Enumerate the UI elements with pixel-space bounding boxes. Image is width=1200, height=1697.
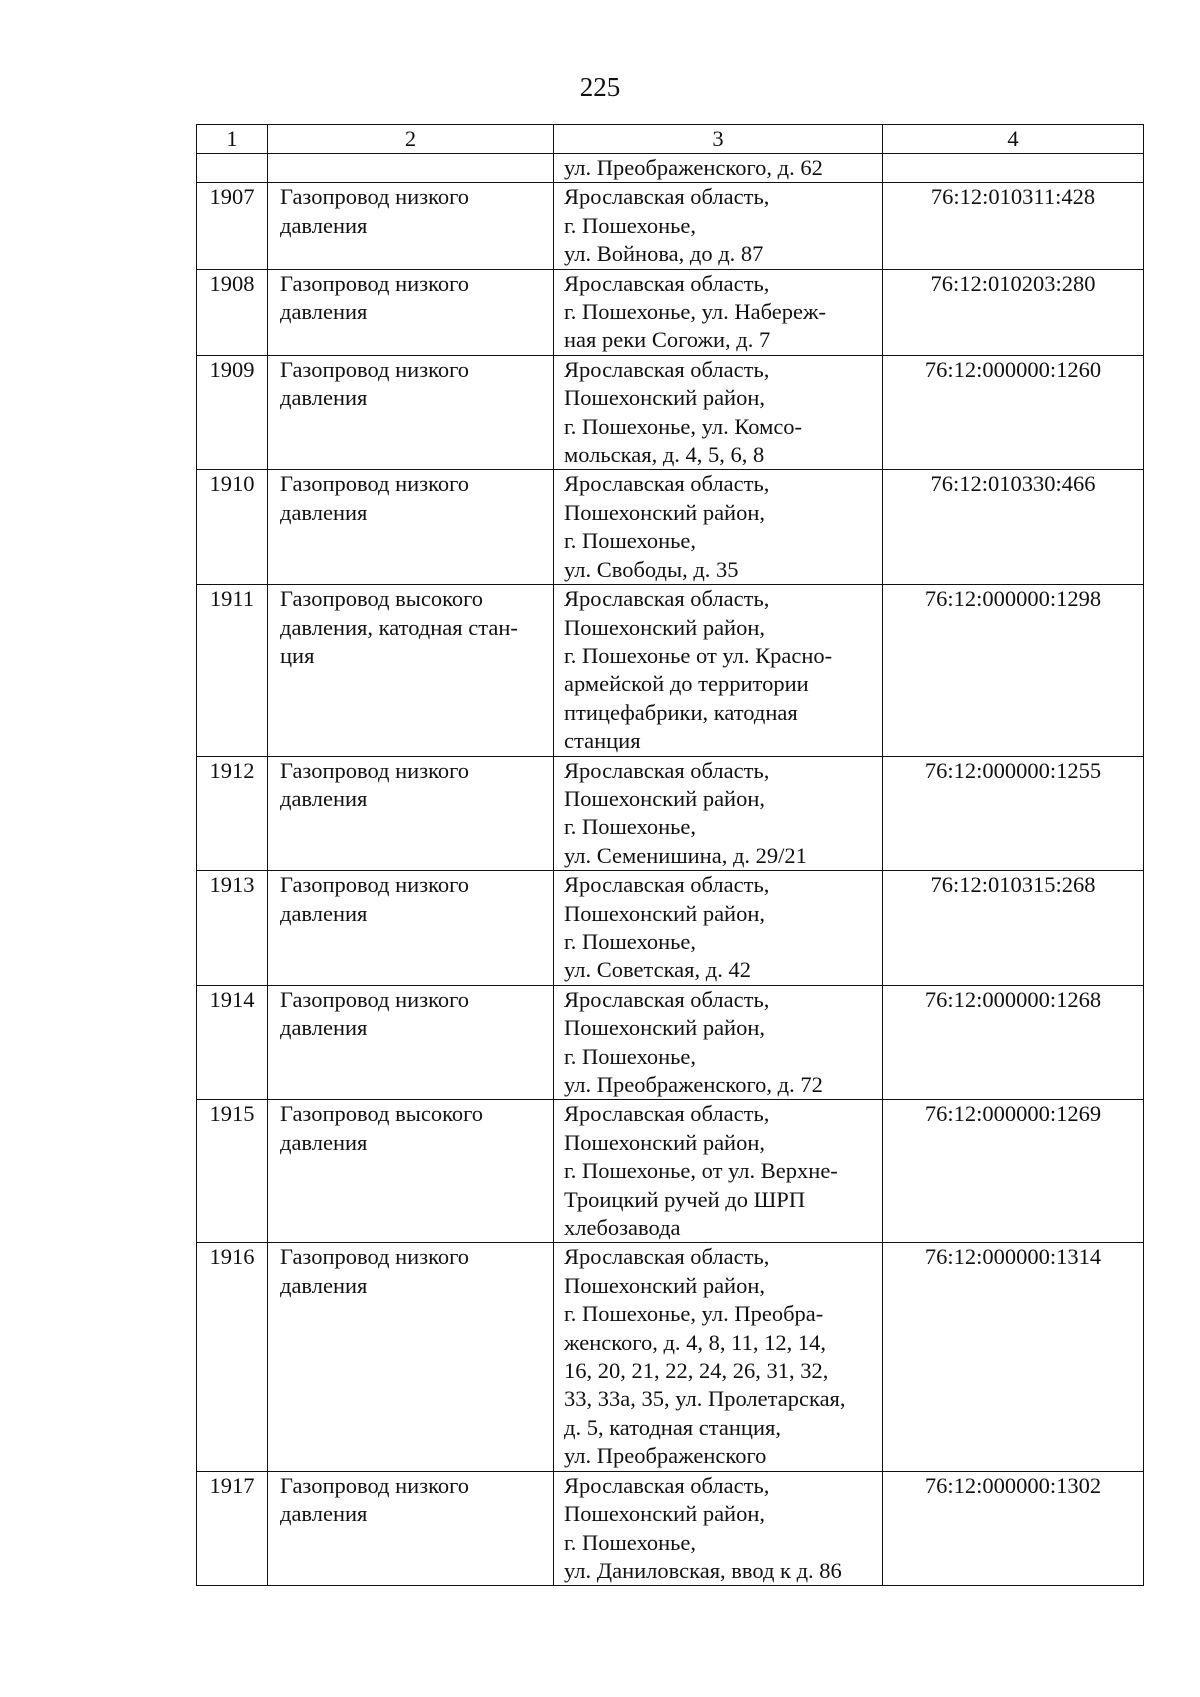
object-name [268, 871, 554, 986]
address-line: Ярославская область, [564, 1472, 770, 1498]
name-line: Газопровод низкого [280, 471, 470, 497]
row-number: 1910 [197, 470, 268, 585]
name-line: давления [280, 1129, 368, 1155]
object-name [268, 985, 554, 1100]
name-line: давления [280, 299, 368, 325]
column-header-cadastral: 4 [883, 125, 1144, 154]
address-line: г. Пошехонье, [564, 928, 697, 954]
table-body [197, 154, 1144, 1586]
table-row [197, 355, 1144, 470]
address-line: д. 5, катодная станция, [564, 1414, 781, 1440]
address-line: станция [564, 728, 641, 754]
address-line: мольская, д. 4, 5, 6, 8 [564, 442, 765, 468]
object-name [268, 585, 554, 756]
address-line: г. Пошехонье, ул. Преобра- [564, 1301, 824, 1327]
address-line: Пошехонский район, [564, 1129, 766, 1155]
row-number: 1907 [197, 183, 268, 269]
column-header-address: 3 [554, 125, 883, 154]
cadastral-number: 76:12:000000:1302 [883, 1471, 1144, 1586]
address-line: Пошехонский район, [564, 385, 766, 411]
cadastral-number: 76:12:010203:280 [883, 269, 1144, 355]
registry-table [196, 124, 1144, 1586]
object-name [268, 154, 554, 183]
object-address [554, 871, 883, 986]
name-line: Газопровод низкого [280, 986, 470, 1012]
cadastral-number: 76:12:010315:268 [883, 871, 1144, 986]
object-name [268, 1471, 554, 1586]
cadastral-number: 76:12:000000:1269 [883, 1100, 1144, 1243]
address-line: ул. Советская, д. 42 [564, 957, 751, 983]
name-line: Газопровод низкого [280, 270, 470, 296]
address-line: Пошехонский район, [564, 1272, 766, 1298]
address-line: г. Пошехонье, [564, 528, 697, 554]
table-row [197, 1243, 1144, 1471]
name-line: давления [280, 212, 368, 238]
address-line: Ярославская область, [564, 471, 770, 497]
row-number: 1914 [197, 985, 268, 1100]
object-address [554, 470, 883, 585]
row-number: 1913 [197, 871, 268, 986]
address-line: Пошехонский район, [564, 499, 766, 525]
name-line: давления [280, 900, 368, 926]
object-address [554, 1471, 883, 1586]
name-line: Газопровод высокого [280, 1101, 484, 1127]
address-line: Ярославская область, [564, 270, 770, 296]
cadastral-number: 76:12:000000:1298 [883, 585, 1144, 756]
address-line: Пошехонский район, [564, 614, 766, 640]
cadastral-number: 76:12:000000:1268 [883, 985, 1144, 1100]
address-line: Ярославская область, [564, 757, 770, 783]
row-number [197, 154, 268, 183]
name-line: ция [280, 642, 315, 668]
row-number: 1915 [197, 1100, 268, 1243]
address-line: г. Пошехонье, ул. Комсо- [564, 413, 803, 439]
object-address [554, 355, 883, 470]
cadastral-number: 76:12:000000:1314 [883, 1243, 1144, 1471]
table-row [197, 585, 1144, 756]
name-line: Газопровод низкого [280, 1244, 470, 1270]
object-address [554, 154, 883, 183]
column-header-name: 2 [268, 125, 554, 154]
column-header-number: 1 [197, 125, 268, 154]
address-line: птицефабрики, катодная [564, 699, 798, 725]
address-line: ул. Даниловская, ввод к д. 86 [564, 1557, 842, 1583]
name-line: Газопровод высокого [280, 586, 484, 612]
row-number: 1909 [197, 355, 268, 470]
address-line: г. Пошехонье, [564, 814, 697, 840]
name-line: Газопровод низкого [280, 757, 470, 783]
object-name [268, 355, 554, 470]
address-line: ул. Свободы, д. 35 [564, 556, 739, 582]
name-line: Газопровод низкого [280, 356, 470, 382]
address-line: Ярославская область, [564, 872, 770, 898]
address-line: г. Пошехонье, ул. Набереж- [564, 299, 827, 325]
address-line: ул. Преображенского, д. 72 [564, 1072, 823, 1097]
table-row [197, 985, 1144, 1100]
cadastral-number: 76:12:010311:428 [883, 183, 1144, 269]
cadastral-number: 76:12:000000:1260 [883, 355, 1144, 470]
object-address [554, 985, 883, 1100]
name-line: Газопровод низкого [280, 184, 470, 210]
address-line: ул. Войнова, до д. 87 [564, 241, 764, 267]
cadastral-number: 76:12:010330:466 [883, 470, 1144, 585]
address-line: Пошехонский район, [564, 900, 766, 926]
address-line: г. Пошехонье, [564, 212, 697, 238]
address-line: армейской до территории [564, 671, 809, 697]
address-line: Ярославская область, [564, 356, 770, 382]
address-line: хлебозавода [564, 1215, 681, 1241]
address-line: Ярославская область, [564, 1244, 770, 1270]
object-name [268, 1100, 554, 1243]
address-line: 33, 33а, 35, ул. Пролетарская, [564, 1386, 846, 1412]
name-line: давления [280, 385, 368, 411]
row-number: 1917 [197, 1471, 268, 1586]
table-row [197, 1471, 1144, 1586]
table-row [197, 269, 1144, 355]
object-name [268, 756, 554, 871]
name-line: давления [280, 1501, 368, 1527]
address-line: Пошехонский район, [564, 1015, 766, 1041]
name-line: давления, катодная стан- [280, 614, 518, 640]
name-line: давления [280, 1272, 368, 1298]
object-name [268, 470, 554, 585]
object-name [268, 1243, 554, 1471]
object-address [554, 1100, 883, 1243]
table-row [197, 470, 1144, 585]
name-line: давления [280, 499, 368, 525]
table-row [197, 1100, 1144, 1243]
address-line: Пошехонский район, [564, 1501, 766, 1527]
address-line: Ярославская область, [564, 986, 770, 1012]
page-number: 225 [579, 72, 621, 102]
row-number: 1916 [197, 1243, 268, 1471]
header-row [197, 125, 1144, 154]
address-line: Ярославская область, [564, 1101, 770, 1127]
address-line: ул. Семенишина, д. 29/21 [564, 842, 807, 868]
name-line: Газопровод низкого [280, 1472, 470, 1498]
cadastral-number [883, 154, 1144, 183]
address-line: Пошехонский район, [564, 785, 766, 811]
address-line: г. Пошехонье от ул. Красно- [564, 642, 833, 668]
table-row [197, 183, 1144, 269]
address-line: Ярославская область, [564, 184, 770, 210]
name-line: Газопровод низкого [280, 872, 470, 898]
object-address [554, 183, 883, 269]
object-address [554, 585, 883, 756]
address-line: Троицкий ручей до ШРП [564, 1186, 806, 1212]
name-line: давления [280, 1015, 368, 1041]
address-line: ул. Преображенского, д. 62 [564, 155, 823, 180]
address-line: Ярославская область, [564, 586, 770, 612]
object-address [554, 269, 883, 355]
continuation-row [197, 154, 1144, 183]
address-line: 16, 20, 21, 22, 24, 26, 31, 32, [564, 1358, 829, 1384]
row-number: 1912 [197, 756, 268, 871]
name-line: давления [280, 785, 368, 811]
object-name [268, 269, 554, 355]
row-number: 1911 [197, 585, 268, 756]
address-line: г. Пошехонье, от ул. Верхне- [564, 1158, 838, 1184]
address-line: г. Пошехонье, [564, 1043, 697, 1069]
object-name [268, 183, 554, 269]
address-line: ул. Преображенского [564, 1443, 767, 1469]
row-number: 1908 [197, 269, 268, 355]
table-header [197, 125, 1144, 154]
cadastral-number: 76:12:000000:1255 [883, 756, 1144, 871]
address-line: женского, д. 4, 8, 11, 12, 14, [564, 1329, 826, 1355]
address-line: ная реки Согожи, д. 7 [564, 327, 771, 353]
object-address [554, 756, 883, 871]
object-address [554, 1243, 883, 1471]
address-line: г. Пошехонье, [564, 1529, 697, 1555]
table-row [197, 871, 1144, 986]
table-row [197, 756, 1144, 871]
